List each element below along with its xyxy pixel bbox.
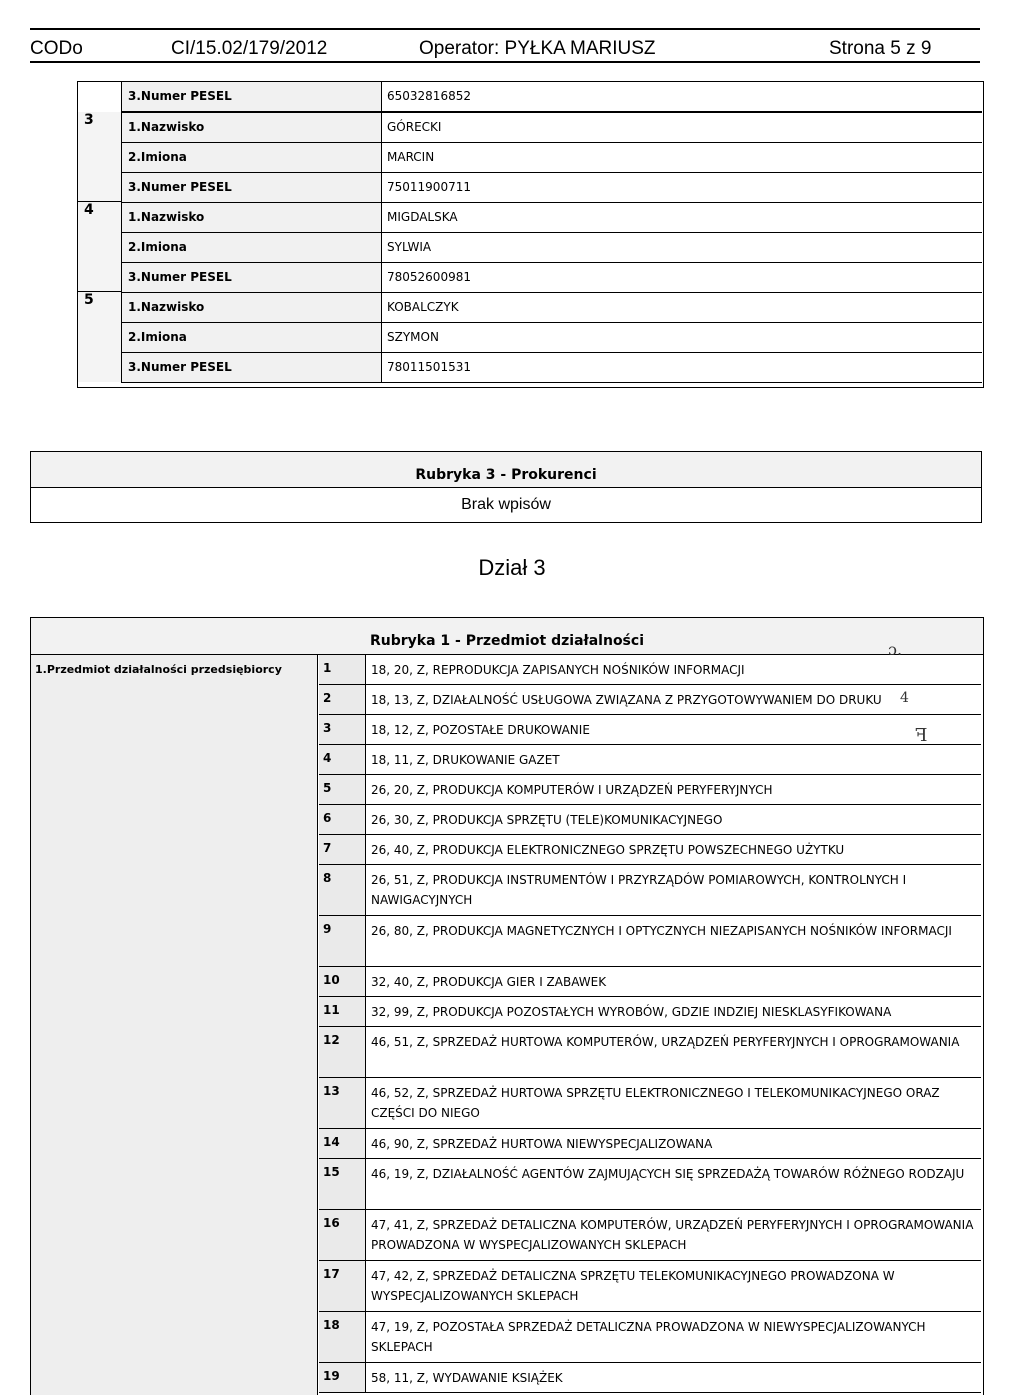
activity-number: 11: [319, 997, 366, 1026]
subject-label: 1.Przedmiot działalności przedsiębiorcy: [31, 655, 318, 1395]
table-row: [121, 352, 982, 383]
page-header: [30, 0, 980, 62]
field-value: MARCIN: [387, 150, 435, 164]
rubryka-przedmiot-dzialalnosci: [30, 617, 984, 1395]
activity-description: 26, 20, Z, PRODUKCJA KOMPUTERÓW I URZĄDZEŃ PERYFERYJNYCH: [371, 783, 773, 797]
group-number: 3: [78, 112, 121, 201]
activity-number: 4: [319, 745, 366, 774]
activity-description: 46, 52, Z, SPRZEDAŻ HURTOWA SPRZĘTU ELEKTRONICZNEGO I TELEKOMUNIKACYJNEGO ORAZ CZĘŚCI DO NIEGO: [371, 1086, 940, 1120]
field-value: SZYMON: [387, 330, 439, 344]
activity-description: 58, 11, Z, WYDAWANIE KSIĄŻEK: [371, 1371, 563, 1385]
activity-description: 47, 19, Z, POZOSTAŁA SPRZEDAŻ DETALICZNA PROWADZONA W NIEWYSPECJALIZOWANYCH SKLEPACH: [371, 1320, 926, 1354]
field-label: 2.Imiona: [121, 233, 382, 262]
activity-row: [319, 685, 981, 715]
activity-row: [319, 1027, 981, 1078]
activity-number: 9: [319, 916, 366, 966]
activity-number: 7: [319, 835, 366, 864]
activity-row: [319, 715, 981, 745]
field-value: 65032816852: [387, 89, 471, 103]
stamp-mark: ɔ.: [888, 640, 903, 659]
rubryka-title: Rubryka 3 - Prokurenci: [31, 452, 981, 488]
activity-description: 26, 40, Z, PRODUKCJA ELEKTRONICZNEGO SPRZĘTU POWSZECHNEGO UŻYTKU: [371, 843, 845, 857]
activity-description: 46, 51, Z, SPRZEDAŻ HURTOWA KOMPUTERÓW, URZĄDZEŃ PERYFERYJNYCH I OPROGRAMOWANIA: [371, 1035, 960, 1049]
activity-row: [319, 997, 981, 1027]
activity-number: 1: [319, 655, 366, 684]
activity-description: 18, 11, Z, DRUKOWANIE GAZET: [371, 753, 560, 767]
table-row: [121, 202, 982, 233]
table-row: [121, 262, 982, 293]
operator-label: Operator: PYŁKA MARIUSZ: [419, 38, 656, 59]
activity-number: 2: [319, 685, 366, 714]
activity-number: 6: [319, 805, 366, 834]
field-label: 2.Imiona: [121, 143, 382, 172]
activity-row: [319, 1129, 981, 1159]
rubryka-title: Rubryka 1 - Przedmiot działalności: [31, 618, 983, 655]
section-title: Dział 3: [478, 555, 546, 580]
activity-row: [319, 1312, 981, 1363]
activity-description: 46, 90, Z, SPRZEDAŻ HURTOWA NIEWYSPECJALIZOWANA: [371, 1137, 713, 1151]
activity-row: [319, 1159, 981, 1210]
field-label: 1.Nazwisko: [121, 293, 382, 322]
table-row: [121, 292, 982, 323]
field-value: GÓRECKI: [387, 120, 442, 134]
activity-description: 32, 40, Z, PRODUKCJA GIER I ZABAWEK: [371, 975, 607, 989]
activity-description: 26, 51, Z, PRODUKCJA INSTRUMENTÓW I PRZYRZĄDÓW POMIAROWYCH, KONTROLNYCH I NAWIGACYJNYCH: [371, 873, 907, 907]
table-row: [121, 112, 982, 143]
activity-description: 32, 99, Z, PRODUKCJA POZOSTAŁYCH WYROBÓW, GDZIE INDZIEJ NIESKLASYFIKOWANA: [371, 1005, 892, 1019]
header-bottom-rule: [30, 61, 980, 63]
activity-number: 5: [319, 775, 366, 804]
activity-number: 18: [319, 1312, 366, 1362]
stamp-mark: 4: [900, 690, 909, 706]
field-label: 3.Numer PESEL: [121, 82, 382, 111]
activity-row: [319, 805, 981, 835]
activity-row: [319, 1078, 981, 1129]
group-number: 5: [78, 292, 121, 382]
persons-table: [77, 81, 984, 388]
case-number: CI/15.02/179/2012: [171, 38, 328, 59]
activity-number: 17: [319, 1261, 366, 1311]
field-value: 75011900711: [387, 180, 471, 194]
field-label: 3.Numer PESEL: [121, 173, 382, 202]
activity-number: 8: [319, 865, 366, 915]
activity-number: 14: [319, 1129, 366, 1158]
activity-row: [319, 835, 981, 865]
activity-row: [319, 745, 981, 775]
field-label: 2.Imiona: [121, 323, 382, 352]
header-top-rule: [30, 28, 980, 30]
field-value: 78011501531: [387, 360, 471, 374]
activity-description: 46, 19, Z, DZIAŁALNOŚĆ AGENTÓW ZAJMUJĄCYCH SIĘ SPRZEDAŻĄ TOWARÓW RÓŻNEGO RODZAJU: [371, 1167, 965, 1181]
table-row: [121, 232, 982, 263]
field-label: 1.Nazwisko: [121, 113, 382, 142]
field-value: MIGDALSKA: [387, 210, 458, 224]
activity-number: 15: [319, 1159, 366, 1209]
empty-entries-text: Brak wpisów: [461, 496, 551, 513]
activity-row: [319, 1261, 981, 1312]
field-value: KOBALCZYK: [387, 300, 459, 314]
activity-number: 3: [319, 715, 366, 744]
app-name: CODo: [30, 38, 83, 59]
page-indicator: Strona 5 z 9: [829, 38, 932, 59]
activity-row: [319, 865, 981, 916]
activity-number: 12: [319, 1027, 366, 1077]
field-value: SYLWIA: [387, 240, 432, 254]
field-label: 3.Numer PESEL: [121, 353, 382, 382]
activity-description: 26, 30, Z, PRODUKCJA SPRZĘTU (TELE)KOMUNIKACYJNEGO: [371, 813, 723, 827]
activity-description: 18, 20, Z, REPRODUKCJA ZAPISANYCH NOŚNIKÓW INFORMACJI: [371, 663, 745, 677]
table-row: [121, 172, 982, 203]
activity-row: [319, 916, 981, 967]
table-row: [121, 142, 982, 173]
activity-number: 10: [319, 967, 366, 996]
activity-description: 26, 80, Z, PRODUKCJA MAGNETYCZNYCH I OPTYCZNYCH NIEZAPISANYCH NOŚNIKÓW INFORMACJI: [371, 924, 952, 938]
activity-description: 47, 41, Z, SPRZEDAŻ DETALICZNA KOMPUTERÓW, URZĄDZEŃ PERYFERYJNYCH I OPROGRAMOWANIA PROWADZONA W WYSPECJALIZOWANYCH SKLEPACH: [371, 1218, 974, 1252]
activity-number: 16: [319, 1210, 366, 1260]
field-label: 3.Numer PESEL: [121, 263, 382, 292]
group-number: 4: [78, 202, 121, 291]
table-row: [121, 322, 982, 353]
activity-row: [319, 775, 981, 805]
table-row: [121, 82, 982, 112]
activity-row: [319, 1210, 981, 1261]
stamp-mark: ꟻ: [915, 725, 928, 746]
activity-row: [319, 655, 981, 685]
field-value: 78052600981: [387, 270, 471, 284]
activity-number: 19: [319, 1363, 366, 1392]
activity-description: 47, 42, Z, SPRZEDAŻ DETALICZNA SPRZĘTU TELEKOMUNIKACYJNEGO PROWADZONA W WYSPECJALIZOWANYCH SKLEPACH: [371, 1269, 895, 1303]
activity-row: [319, 967, 981, 997]
activity-description: 18, 12, Z, POZOSTAŁE DRUKOWANIE: [371, 723, 590, 737]
activity-number: 13: [319, 1078, 366, 1128]
rubryka-prokurenci: [30, 451, 982, 523]
activity-description: 18, 13, Z, DZIAŁALNOŚĆ USŁUGOWA ZWIĄZANA Z PRZYGOTOWYWANIEM DO DRUKU: [371, 693, 882, 707]
field-label: 1.Nazwisko: [121, 203, 382, 232]
activity-row: [319, 1363, 981, 1393]
